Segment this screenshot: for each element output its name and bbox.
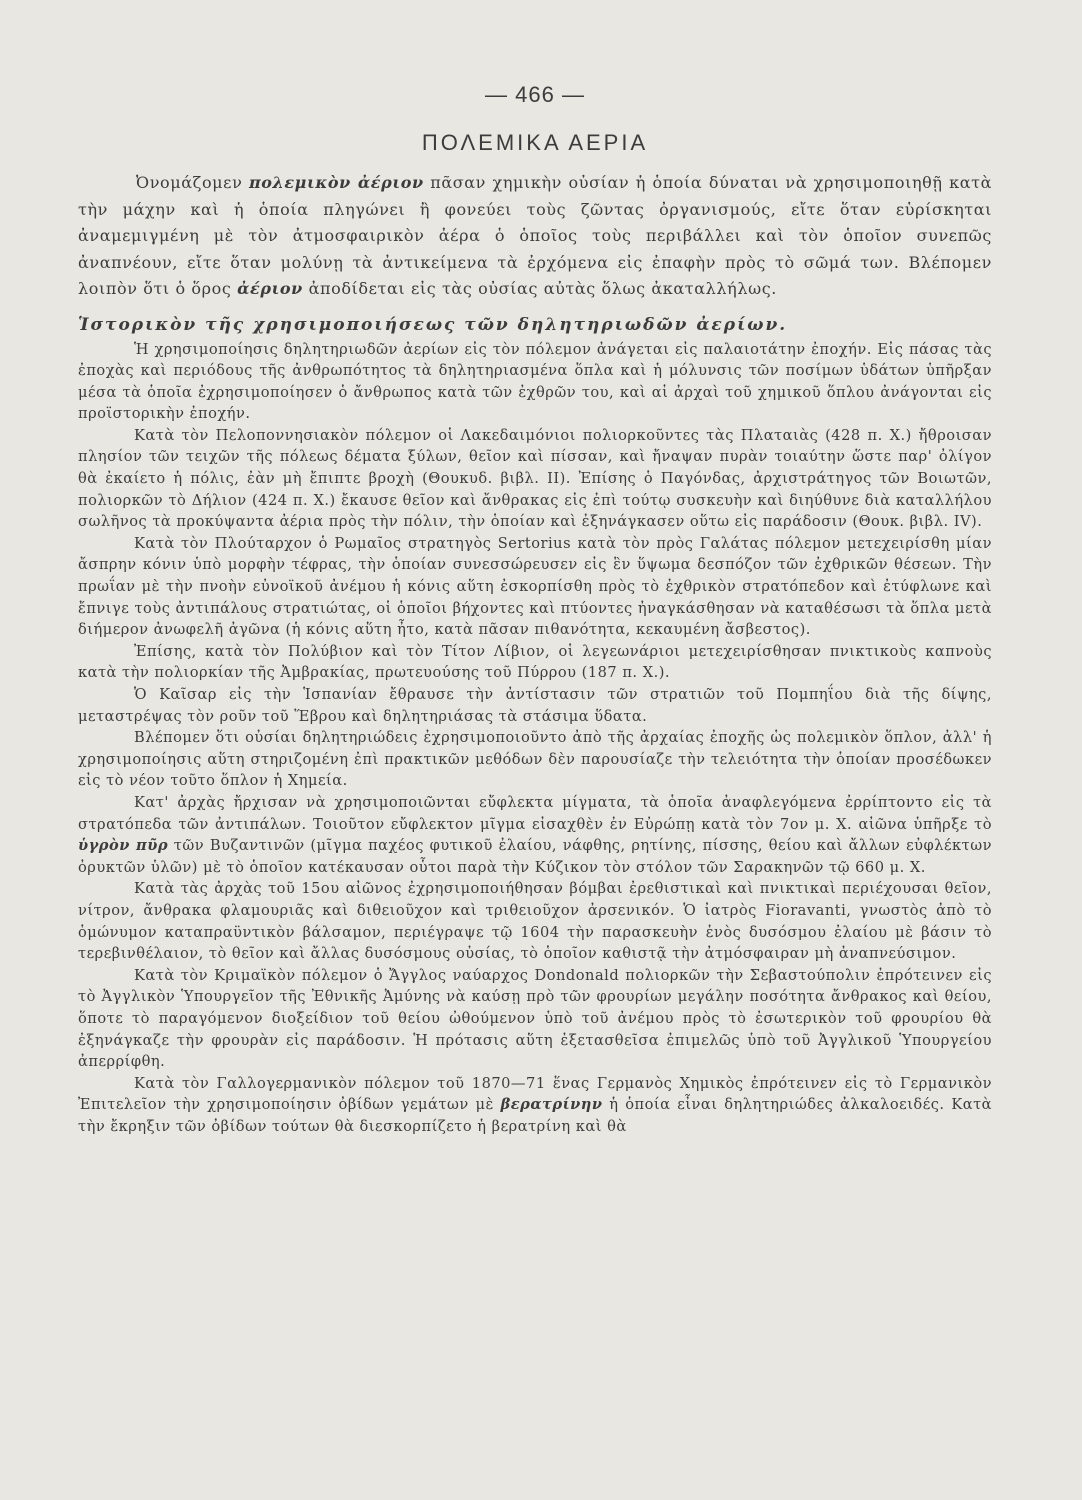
- paragraph-history-intro: Ἡ χρησιμοποίησις δηλητηριωδῶν ἀερίων εἰς τὸν πόλεμον ἀνάγεται εἰς παλαιοτάτην ἐποχήν. Εἰς πάσας τὰς ἐποχὰς καὶ περιόδους τῆς ἀνθρωπότητος τὰ δηλητηριασμένα ὅπλα καὶ ἡ μόλυνσις τῶν ποσίμων ὑδάτων ὑπῆρξαν μέσα τὰ ὁποῖα ἐχρησιμοποίησεν ὁ ἄνθρωπος κατὰ τῶν ἐχθρῶν του, καὶ αἱ ἀρχαὶ τοῦ χημικοῦ ὅπλου ἀνάγονται εἰς προϊστορικὴν ἐποχήν.: [78, 340, 992, 423]
- paragraph-chemistry: Βλέπομεν ὅτι οὐσίαι δηλητηριώδεις ἐχρησιμοποιοῦντο ἀπὸ τῆς ἀρχαίας ἐποχῆς ὡς πολεμικὸν ὅπλον, ἀλλ' ἡ χρησιμοποίησις αὕτη στηριζομένη ἐπὶ πρακτικῶν μεθόδων δὲν παρουσίαζε τὴν τελειότητα τὴν ὁποίαν προσέδωκεν εἰς τὸ νέον τοῦτο ὅπλον ἡ Χημεία.: [78, 729, 992, 790]
- intro-text-c: πᾶσαν χημικὴν οὐσίαν ἡ ὁποία δύναται νὰ χρησιμοποιηθῇ κατὰ τὴν μάχην καὶ ἡ ὁποία πληγώνει ἢ φονεύει τοὺς ζῶντας ὀργανισμούς, εἴτε ὅταν εὑρίσκηται ἀναμεμιγμένη μὲ τὸν ἀτμοσφαιρικὸν ἀέρα ὁ ὁποῖος τοὺς περιβάλλει καὶ τὸν ὁποῖον συνεπῶς ἀναπνέουν, εἴτε ὅταν μολύνῃ τὰ ἀντικείμενα τὰ ἐρχόμενα εἰς ἐπαφὴν πρὸς τὸ σῶμά των. Βλέπομεν λοιπὸν ὅτι ὁ ὅρος: [78, 173, 992, 298]
- paragraph-caesar: Ὁ Καῖσαρ εἰς τὴν Ἱσπανίαν ἔθραυσε τὴν ἀντίστασιν τῶν στρατιῶν τοῦ Πομπηΐου διὰ τῆς δίψης, μεταστρέψας τὸν ροῦν τοῦ Ἕβρου καὶ δηλητηριάσας τὰ στάσιμα ὕδατα.: [78, 686, 992, 725]
- section-heading: Ἱστορικὸν τῆς χρησιμοποιήσεως τῶν δηλητηριωδῶν ἀερίων.: [78, 314, 788, 335]
- veratrine-text-a: Κατὰ τὸν Γαλλογερμανικὸν πόλεμον τοῦ 1870—71 ἕνας Γερμανὸς Χημικὸς ἐπρότεινεν εἰς τὸ Γερμανικὸν Ἐπιτελεῖον τὴν χρησιμοποίησιν ὀβίδων γεμάτων μὲ: [78, 1074, 992, 1114]
- intro-paragraph: [78, 170, 992, 303]
- greek-fire-text-a: Κατ' ἀρχὰς ἤρχισαν νὰ χρησιμοποιῶνται εὔφλεκτα μίγματα, τὰ ὁποῖα ἀναφλεγόμενα ἐρρίπτοντο εἰς τὰ στρατόπεδα τῶν ἀντιπάλων. Τοιοῦτον εὔφλεκτον μῖγμα εἰσαχθὲν ἐν Εὐρώπῃ κατὰ τὸν 7ον μ. Χ. αἰῶνα ὑπῆρξε τὸ: [78, 793, 992, 833]
- body-text: [78, 339, 992, 1138]
- paragraph-franco-prussian-war: [78, 1073, 992, 1138]
- intro-section: [78, 170, 992, 303]
- paragraph-sertorius: Κατὰ τὸν Πλούταρχον ὁ Ρωμαῖος στρατηγὸς Sertorius κατὰ τὸν πρὸς Γαλάτας πόλεμον μετεχειρίσθη μίαν ἄσπρην κόνιν ὑπὸ μορφὴν τέφρας, τὴν ὁποίαν συνεσσώρευσεν εἰς ἓν ὕψωμα δεσπόζον τῶν ἐχθρικῶν θέσεων. Τὴν πρωΐαν μὲ τὴν πνοὴν εὐνοϊκοῦ ἀνέμου ἡ κόνις αὕτη ἐσκορπίσθη πρὸς τὸ ἐχθρικὸν στρατόπεδον καὶ ἐτύφλωνε καὶ ἔπνιγε τοὺς ἀντιπάλους στρατιώτας, οἱ ὁποῖοι βήχοντες καὶ πτύοντες ἠναγκάσθησαν νὰ καταθέσωσι τὰ ὅπλα μετὰ διήμερον ἀνωφελῆ ἀγῶνα (ἡ κόνις αὕτη ἦτο, κατὰ πᾶσαν πιθανότητα, κεκαυμένη ἄσβεστος).: [78, 534, 992, 639]
- page-title: ΠΟΛΕΜΙΚΑ ΑΕΡΙΑ: [421, 130, 649, 155]
- greek-fire-text-c: τῶν Βυζαντινῶν (μῖγμα παχέος φυτικοῦ ἐλαίου, νάφθης, ρητίνης, πίσσης, θείου καὶ ἄλλων εὐφλέκτων ὀρυκτῶν ὑλῶν) μὲ τὸ ὁποῖον κατέκαυσαν οὗτοι παρὰ τὴν Κύζικον τὸν στόλον τῶν Σαρακηνῶν τῷ 660 μ. Χ.: [78, 837, 992, 876]
- intro-text-a: Ὀνομάζομεν: [136, 173, 249, 192]
- paragraph-crimean-war: Κατὰ τὸν Κριμαϊκὸν πόλεμον ὁ Ἄγγλος ναύαρχος Dondonald πολιορκῶν τὴν Σεβαστούπολιν ἐπρότεινεν εἰς τὸ Ἀγγλικὸν Ὑπουργεῖον τῆς Ἐθνικῆς Ἀμύνης νὰ καύσῃ πρὸ τῶν φρουρίων μεγάλην ποσότητα ἄνθρακος καὶ θείου, ὅποτε τὸ παραγόμενον διοξείδιον τοῦ θείου ὠθούμενον ὑπὸ τοῦ ἀνέμου πρὸς τὸ ἐσωτερικὸν τοῦ φρουρίου θὰ ἐξηνάγκαζε τὴν φρουρὰν εἰς παράδοσιν. Ἡ πρότασις αὕτη ἐξετασθεῖσα ἐπιμελῶς ὑπὸ τοῦ Ἀγγλικοῦ Ὑπουργείου ἀπερρίφθη.: [78, 966, 992, 1071]
- paragraph-greek-fire: [78, 792, 992, 878]
- paragraph-polybius: Ἐπίσης, κατὰ τὸν Πολύβιον καὶ τὸν Τίτον Λίβιον, οἱ λεγεωνάριοι μετεχειρίσθησαν πνικτικοὺς καπνοὺς κατὰ τὴν πολιορκίαν τῆς Ἀμβρακίας, πρωτευούσης τοῦ Πύρρου (187 π. Χ.).: [78, 642, 992, 682]
- page-number: — 466 —: [485, 82, 585, 107]
- intro-text-e: ἀποδίδεται εἰς τὰς οὐσίας αὐτὰς ὅλως ἀκαταλλήλως.: [302, 279, 777, 298]
- paragraph-peloponnesian-war: Κατὰ τὸν Πελοποννησιακὸν πόλεμον οἱ Λακεδαιμόνιοι πολιορκοῦντες τὰς Πλαταιὰς (428 π. Χ.) ἤθροισαν πλησίον τῶν τειχῶν τῆς πόλεως δέματα ξύλων, θεῖον καὶ πίσσαν, καὶ ἤναψαν πυρὰν τοιαύτην ὥστε παρ' ὀλίγον θὰ ἐκαίετο ἡ πόλις, ἐὰν μὴ ἔπιπτε βροχὴ (Θουκυδ. βιβλ. ΙΙ). Ἐπίσης ὁ Παγόνδας, ἀρχιστράτηγος τῶν Βοιωτῶν, πολιορκῶν τὸ Δήλιον (424 π. Χ.) ἔκαυσε θεῖον καὶ ἄνθρακας εἰς ἐπὶ τούτῳ συσκευὴν καὶ διηύθυνε διὰ καταλλήλου σωλῆνος τὰ προκύψαντα ἀέρια πρὸς τὴν πόλιν, τὴν ὁποίαν καὶ ἐξηνάγκασεν οὕτω εἰς παράδοσιν (Θουκ. βιβλ. ΙV).: [78, 426, 992, 531]
- paragraph-15th-century: Κατὰ τὰς ἀρχὰς τοῦ 15ου αἰῶνος ἐχρησιμοποιήθησαν βόμβαι ἐρεθιστικαὶ καὶ πνικτικαὶ περιέχουσαι θεῖον, νίτρον, ἄνθρακα φλαμουριᾶς καὶ διθειοῦχον καὶ τριθειοῦχον ἀρσενικόν. Ὁ ἰατρὸς Fioravanti, γνωστὸς ἀπὸ τὸ ὁμώνυμον καταπραϋντικὸν βάλσαμον, περιέγραψε τῷ 1604 τὴν παρασκευὴν ἑνὸς δυσόσμου ἐλαίου μὲ βάσιν τὸ τερεβινθέλαιον, τὸ θεῖον καὶ ἄλλας δυσόσμους οὐσίας, τὸ ὁποῖον καθιστᾷ τὴν ἀτμόσφαιραν μὴ ἀναπνεύσιμον.: [78, 880, 992, 963]
- term-veratrine: βερατρίνην: [500, 1096, 603, 1114]
- term-gas: ἀέριον: [237, 279, 303, 298]
- veratrine-text-c: ἡ ὁποία εἶναι δηλητηριώδες ἀλκαλοειδές. Κατὰ τὴν ἔκρηξιν τῶν ὀβίδων τούτων θὰ διεσκορπίζετο ἡ βερατρίνη καὶ θὰ: [78, 1096, 993, 1135]
- term-war-gas: πολεμικὸν ἀέριον: [248, 173, 424, 192]
- term-greek-fire: ὑγρὸν πῦρ: [78, 837, 169, 855]
